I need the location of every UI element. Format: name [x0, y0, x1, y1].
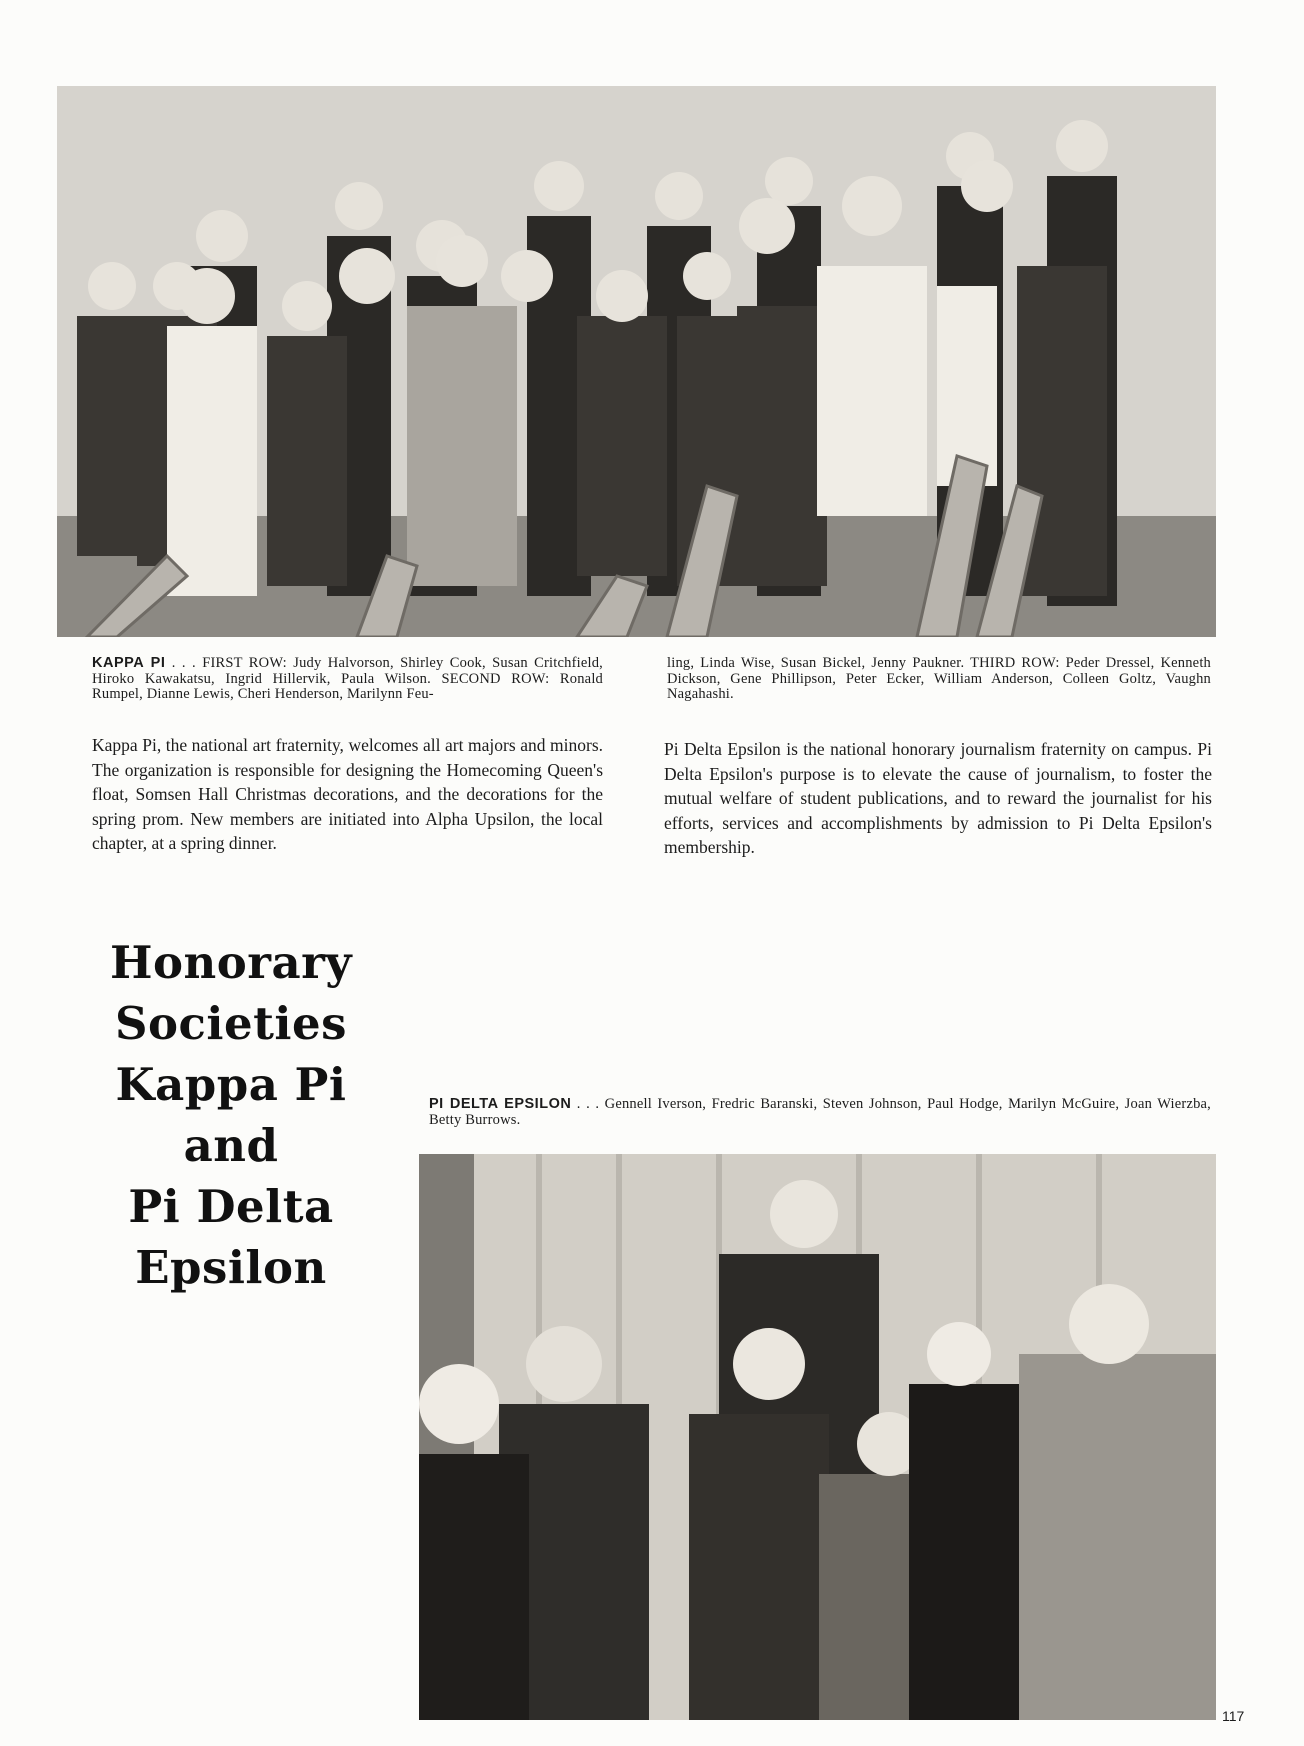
- headline-line-5: Pi Delta: [128, 1180, 334, 1233]
- pi-delta-epsilon-caption: [429, 1097, 1211, 1128]
- pi-delta-epsilon-group-photo: [419, 1154, 1216, 1720]
- kappa-pi-caption-right: ling, Linda Wise, Susan Bickel, Jenny Paukner. THIRD ROW: Peder Dressel, Kenneth Dickson, Gene Phillipson, Peter Ecker, William Anderson, Colleen Goltz, Vaughn Nagahashi.: [667, 655, 1211, 702]
- kappa-pi-caption-label: KAPPA PI: [92, 655, 166, 671]
- kappa-pi-caption-left: [92, 656, 603, 703]
- headline-line-2: Societies: [115, 997, 347, 1050]
- pi-delta-epsilon-caption-label: PI DELTA EPSILON: [429, 1096, 572, 1112]
- pi-delta-epsilon-photo-illustration: [419, 1154, 1216, 1720]
- headline-line-3: Kappa Pi: [115, 1058, 347, 1111]
- page-number: 117: [1222, 1708, 1245, 1724]
- kappa-pi-photo-illustration: [57, 86, 1216, 637]
- kappa-pi-description: Kappa Pi, the national art fraternity, welcomes all art majors and minors. The organization is responsible for designing the Homecoming Queen's float, Somsen Hall Christmas decorations, and the decorations for the spring prom. New members are initiated into Alpha Upsilon, the local chapter, at a spring dinner.: [92, 735, 603, 853]
- pi-delta-epsilon-description: Pi Delta Epsilon is the national honorary journalism fraternity on campus. Pi Delta Epsilon's purpose is to elevate the cause of journalism, to foster the mutual welfare of student publications, and to reward the journalist for his efforts, services and accomplishments by admission to Pi Delta Epsilon's membership.: [664, 739, 1212, 857]
- kappa-pi-group-photo: [57, 86, 1216, 637]
- page-headline: [86, 932, 376, 1298]
- headline-line-4: and: [183, 1119, 279, 1172]
- kappa-pi-caption-left-text: . . . FIRST ROW: Judy Halvorson, Shirley Cook, Susan Critchfield, Hiroko Kawakatsu, Ingrid Hillervik, Paula Wilson. SECOND ROW: Ronald Rumpel, Dianne Lewis, Cheri Henderson, Marilynn Feu-: [92, 655, 603, 702]
- headline-line-1: Honorary: [110, 936, 352, 989]
- pi-delta-epsilon-caption-text: . . . Gennell Iverson, Fredric Baranski, Steven Johnson, Paul Hodge, Marilyn McGuire, Joan Wierzba, Betty Burrows.: [429, 1096, 1211, 1128]
- headline-line-6: Epsilon: [135, 1241, 327, 1294]
